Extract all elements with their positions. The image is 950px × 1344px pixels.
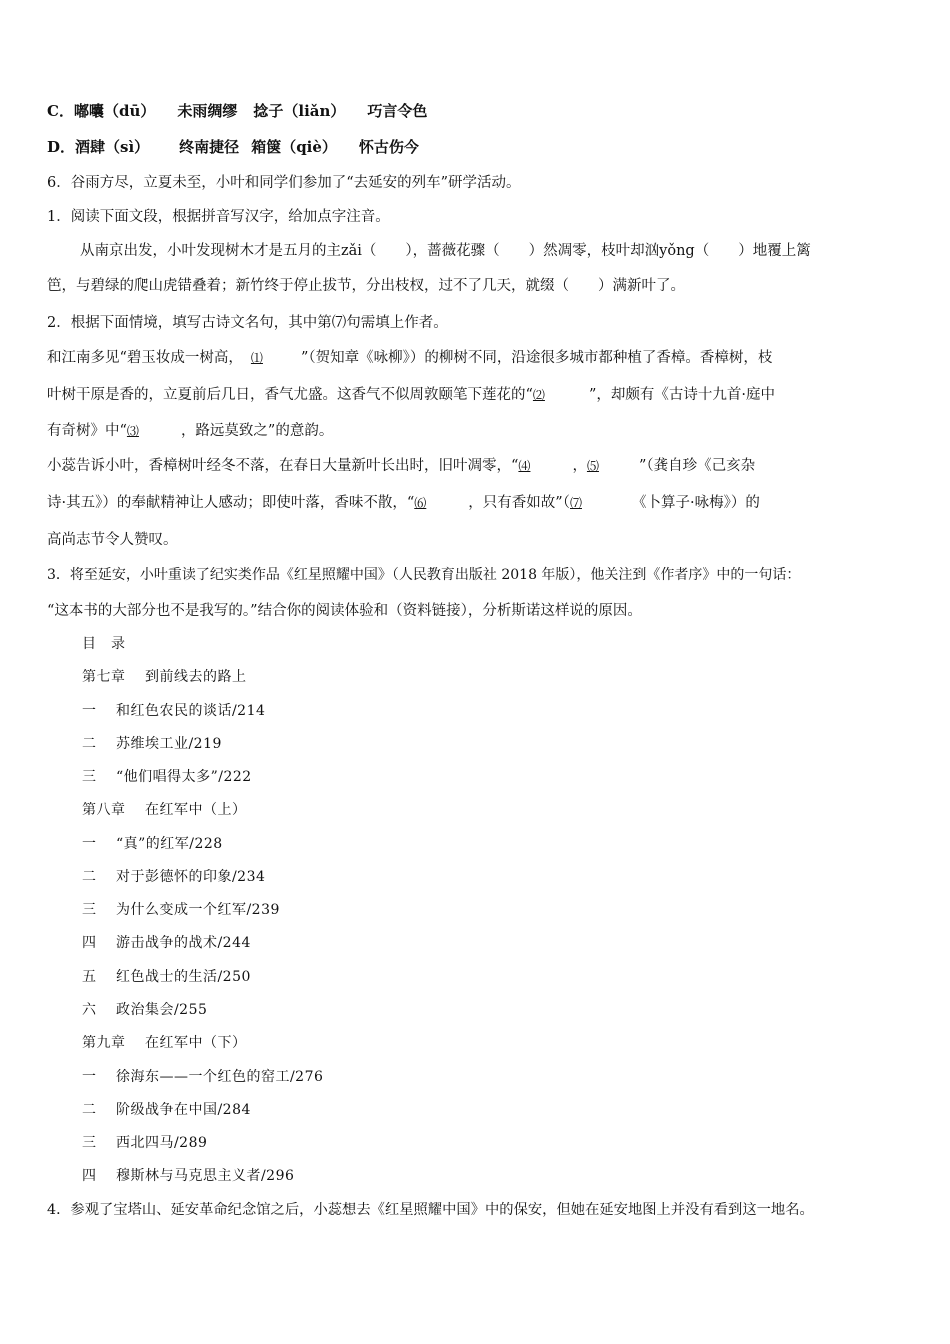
- pinyin-yong: yǒng: [659, 243, 695, 259]
- passage-text: （ ）地覆上篱: [694, 243, 811, 259]
- option-c-word3: 捻子（liǎn）: [253, 102, 346, 120]
- part-3-line-1: 3．将至延安，小叶重读了纪实类作品《红星照耀中国》（人民教育出版社 2018 年版），他关注到《作者序》中的一句话：: [47, 567, 801, 583]
- option-d-word1: 酒肆（sì）: [75, 138, 150, 156]
- toc-chapter-7: 第七章 到前线去的路上: [82, 669, 247, 685]
- passage-text: 有奇树》中“: [47, 423, 127, 439]
- option-d-word4: 怀古伤今: [358, 138, 419, 156]
- toc-entry: 二 苏维埃工业/219: [82, 736, 222, 752]
- part-1-heading: 1．阅读下面文段，根据拼音写汉字，给加点字注音。: [47, 209, 390, 225]
- passage-text: ，: [572, 458, 587, 474]
- passage-text: （ ），蔷薇花骤（ ）然凋零，枝叶却汹: [361, 243, 660, 259]
- toc-entry: 三 “他们唱得太多”/222: [82, 769, 252, 785]
- blank-5-number: ⑸: [586, 459, 599, 473]
- blank-2-number: ⑵: [532, 388, 545, 402]
- part-1-line-1: [80, 241, 906, 261]
- part-2-line-4: [47, 456, 910, 476]
- passage-text: 叶树干原是香的，立夏前后几日，香气尤盛。这香气不似周敦颐笔下莲花的“: [47, 387, 533, 403]
- blank-6-number: ⑹: [414, 496, 427, 510]
- toc-entry: 四 游击战争的战术/244: [82, 935, 251, 951]
- option-d-label: D．: [47, 138, 76, 156]
- toc-title: 目 录: [82, 636, 126, 652]
- toc-entry: 五 红色战士的生活/250: [82, 969, 251, 985]
- blank-2[interactable]: [533, 387, 589, 403]
- toc-entry: 一 “真”的红军/228: [82, 836, 223, 852]
- blank-4[interactable]: [518, 458, 572, 474]
- option-c-word4: 巧言令色: [367, 102, 428, 120]
- passage-text: 诗·其五》）的奉献精神让人感动；即使叶落，香味不散，“: [47, 495, 415, 511]
- part-2-line-1: [47, 348, 910, 368]
- toc-entry: 三 西北四马/289: [82, 1135, 208, 1151]
- blank-1-number: ⑴: [250, 351, 263, 365]
- part-4-line: 4．参观了宝塔山、延安革命纪念馆之后，小蕊想去《红星照耀中国》中的保安，但她在延安地图上并没有看到这一地名。: [47, 1202, 814, 1218]
- toc-entry: 一 和红色农民的谈话/214: [82, 703, 266, 719]
- passage-text: ”，却颇有《古诗十九首·庭中: [588, 387, 775, 403]
- blank-5[interactable]: [587, 458, 639, 474]
- part-2-line-6: 高尚志节令人赞叹。: [47, 532, 178, 548]
- passage-text: 《卜算子·咏梅》）的: [631, 495, 760, 511]
- option-d: [47, 137, 910, 157]
- toc-entry: 四 穆斯林与马克思主义者/296: [82, 1168, 295, 1184]
- passage-text: ”（贺知章《咏柳》）的柳树不同，沿途很多城市都种植了香樟。香樟树，枝: [300, 350, 773, 366]
- toc-entry: 三 为什么变成一个红军/239: [82, 902, 280, 918]
- passage-text: 和江南多见“碧玉妆成一树高，: [47, 350, 243, 366]
- part-2-line-5: [47, 493, 910, 513]
- blank-3[interactable]: [127, 423, 181, 439]
- blank-7[interactable]: [570, 495, 632, 511]
- passage-text: ”（龚自珍《己亥杂: [638, 458, 756, 474]
- toc-entry: 二 对于彭德怀的印象/234: [82, 869, 266, 885]
- blank-1[interactable]: [243, 350, 301, 366]
- option-c-word2: 未雨绸缪: [177, 102, 238, 120]
- blank-3-number: ⑶: [126, 424, 139, 438]
- blank-4-number: ⑷: [518, 459, 531, 473]
- passage-text: ，路远莫致之”的意韵。: [180, 423, 334, 439]
- option-c: [47, 101, 910, 121]
- part-2-heading: 2．根据下面情境，填写古诗文名句，其中第⑺句需填上作者。: [47, 315, 448, 331]
- passage-text: 从南京出发，小叶发现树木才是五月的主: [80, 243, 341, 259]
- part-2-line-3: [47, 421, 910, 441]
- toc-entry: 一 徐海东——一个红色的窑工/276: [82, 1069, 324, 1085]
- toc-entry: 二 阶级战争在中国/284: [82, 1102, 251, 1118]
- option-c-word1: 嘟囔（dū）: [73, 102, 156, 120]
- blank-6[interactable]: [414, 495, 468, 511]
- question-6-stem: 6．谷雨方尽，立夏未至，小叶和同学们参加了“去延安的列车”研学活动。: [47, 175, 521, 191]
- part-3-line-2: “这本书的大部分也不是我写的。”结合你的阅读体验和（资料链接），分析斯诺这样说的原因。: [47, 603, 642, 619]
- blank-7-number: ⑺: [569, 496, 582, 510]
- toc-chapter-8: 第八章 在红军中（上）: [82, 802, 247, 818]
- option-d-word3: 箱箧（qiè）: [251, 138, 337, 156]
- option-d-word2: 终南捷径: [179, 138, 240, 156]
- toc-chapter-9: 第九章 在红军中（下）: [82, 1035, 247, 1051]
- pinyin-zai: zǎi: [341, 243, 362, 259]
- option-c-label: C．: [47, 102, 74, 120]
- part-2-line-2: [47, 385, 910, 405]
- passage-text: 小蕊告诉小叶，香樟树叶经冬不落，在春日大量新叶长出时，旧叶凋零，“: [47, 458, 519, 474]
- toc-entry: 六 政治集会/255: [82, 1002, 208, 1018]
- passage-text: ，只有香如故”（: [468, 495, 570, 511]
- part-1-line-2: 笆，与碧绿的爬山虎错叠着；新竹终于停止拔节，分出枝杈，过不了几天，就缀（ ）满新叶了。: [47, 278, 685, 294]
